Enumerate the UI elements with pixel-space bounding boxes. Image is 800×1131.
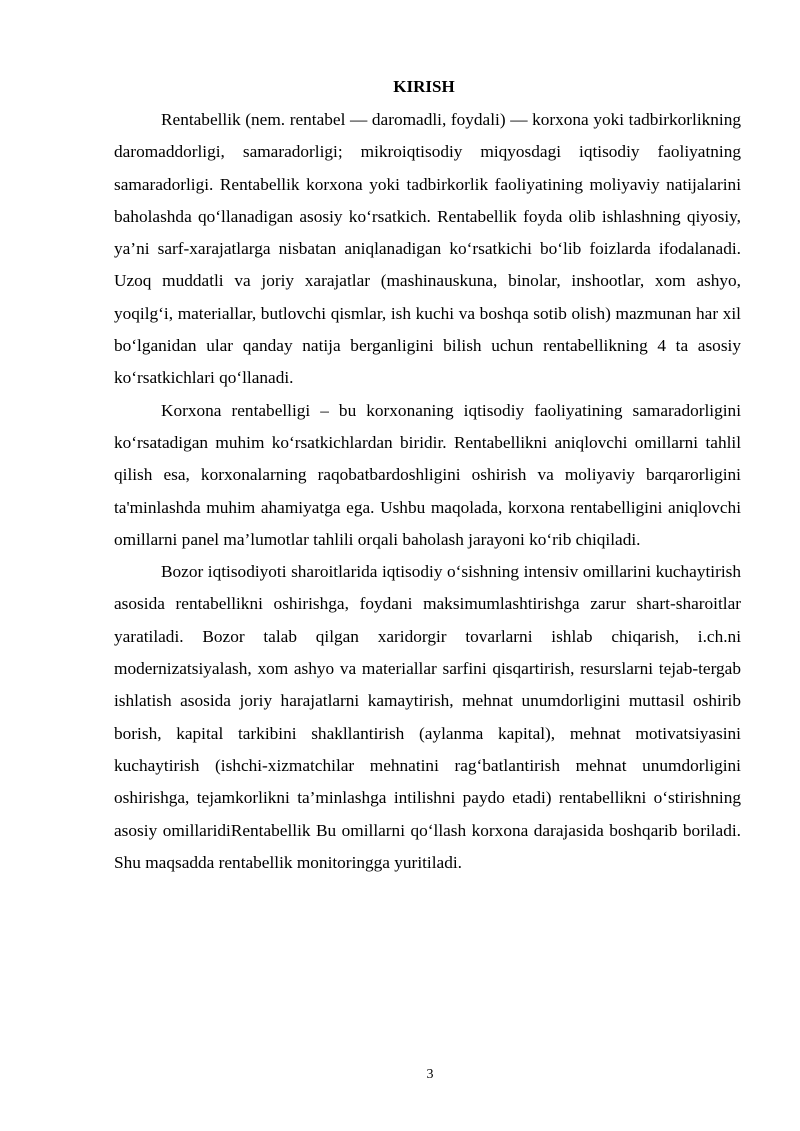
body-text <box>114 104 741 879</box>
page-title: KIRISH <box>393 77 455 96</box>
paragraph-1: Rentabellik (nem. rentabel — daromadli, foydali) — korxona yoki tadbirkorlikning daromaddorligi, samaradorligi; mikroiqtisodiy miqyosdagi iqtisodiy faoliyatning samaradorligi. Rentabellik korxona yoki tadbirkorlik faoliyatining moliyaviy natijalarini baholashda qoʻllanadigan asosiy koʻrsatkich. Rentabellik foyda olib ishlashning qiyosiy, ya’ni sarf-xarajatlarga nisbatan aniqlanadigan koʻrsatkichi boʻlib foizlarda ifodalanadi. Uzoq muddatli va joriy xarajatlar (mashinauskuna, binolar, inshootlar, xom ashyo, yoqilgʻi, materiallar, butlovchi qismlar, ish kuchi va boshqa sotib olish) mazmunan har xil boʻlganidan ular qanday natija berganligini bilish uchun rentabellikning 4 ta asosiy koʻrsatkichlari qoʻllanadi. <box>114 110 741 388</box>
paragraph-3: Bozor iqtisodiyoti sharoitlarida iqtisodiy oʻsishning intensiv omillarini kuchaytirish asosida rentabellikni oshirishga, foydani maksimumlashtirishga zarur shart-sharoitlar yaratiladi. Bozor talab qilgan xaridorgir tovarlarni ishlab chiqarish, i.ch.ni modernizatsiyalash, xom ashyo va materiallar sarfini qisqartirish, resurslarni tejab-tergab ishlatish asosida joriy harajatlarni kamaytirish, mehnat unumdorligini muttasil oshirib borish, kapital tarkibini shakllantirish (aylanma kapital), mehnat motivatsiyasini kuchaytirish (ishchi-xizmatchilar mehnatini ragʻbatlantirish mehnat unumdorligini oshirishga, tejamkorlikni ta’minlashga intilishni paydo etadi) rentabellikni oʻstirishning asosiy omillaridiRentabellik Bu omillarni qoʻllash korxona darajasida boshqarib boriladi. Shu maqsadda rentabellik monitoringga yuritiladi. <box>114 562 741 872</box>
paragraph-2: Korxona rentabelligi – bu korxonaning iqtisodiy faoliyatining samaradorligini koʻrsatadigan muhim koʻrsatkichlardan biridir. Rentabellikni aniqlovchi omillarni tahlil qilish esa, korxonalarning raqobatbardoshligini oshirish va moliyaviy barqarorligini ta'minlashda muhim ahamiyatga ega. Ushbu maqolada, korxona rentabelligini aniqlovchi omillarni panel ma’lumotlar tahlili orqali baholash jarayoni koʻrib chiqiladi. <box>114 400 741 549</box>
page-number: 3 <box>426 1067 434 1082</box>
